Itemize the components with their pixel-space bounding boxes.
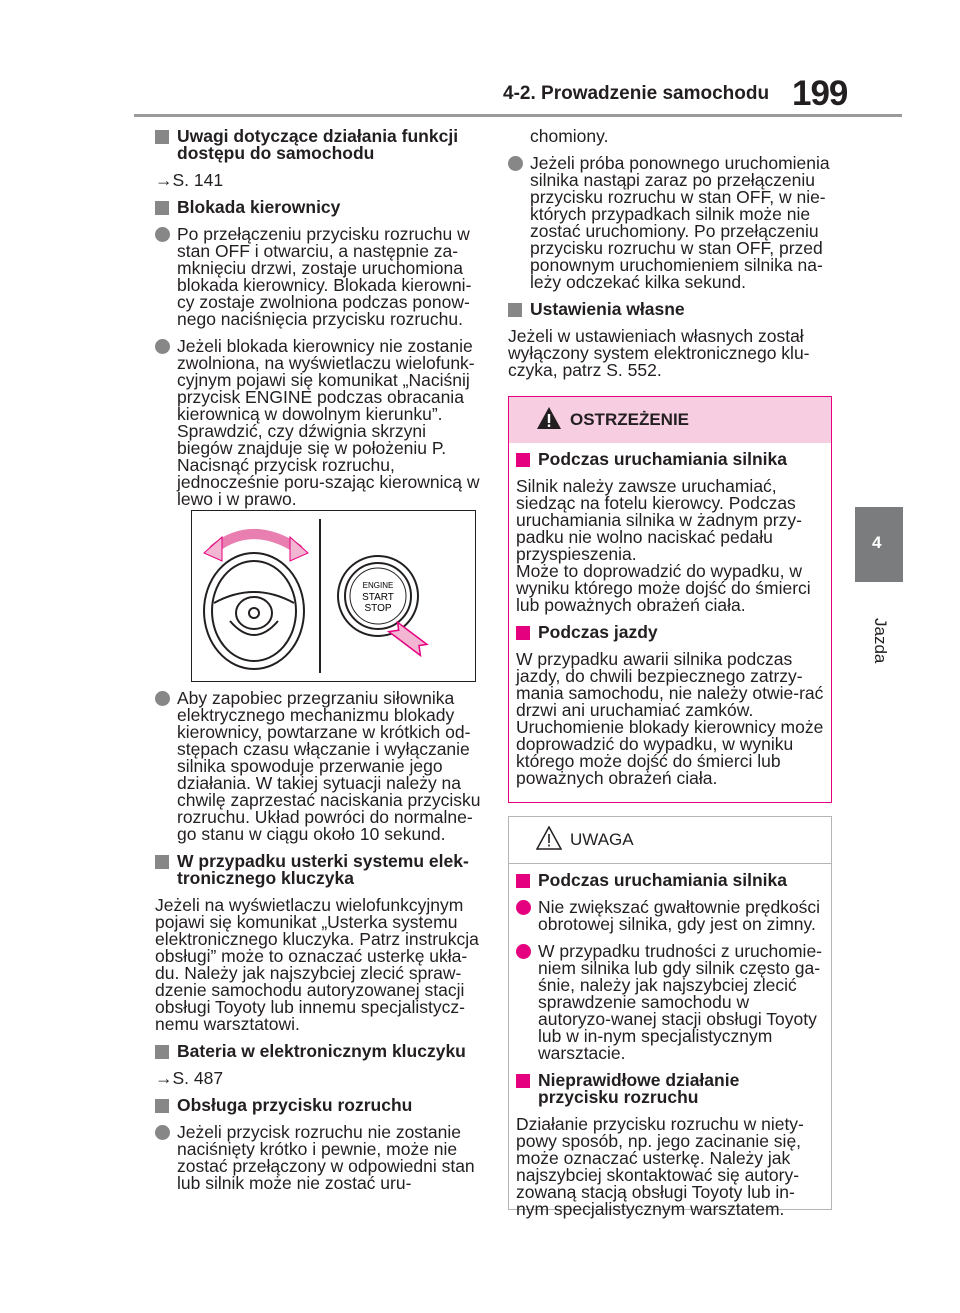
notice-header [509,817,831,864]
notice-paragraph: Działanie przycisku rozruchu w niety-powy sposób, np. jego zacinanie się, może oznaczać usterkę. Należy jak najszybciej skontaktować się autory-zowaną stacją obsługi Toyoty lub in-nym specjalistycznym warsztatem. [516,1114,804,1219]
heading-key-battery: Bateria w elektronicznym kluczyku [155,1043,485,1060]
bullet-item: Jeżeli próba ponownego uruchomienia silnika nastąpi zaraz po przełączeniu przycisku rozruchu w stan OFF, w nie-których przypadkach silnik może nie zostać uruchomiony. Po przełączeniu przycisku rozruchu w stan OFF, przed ponownym uruchomieniem silnika na-leży odczekać kilka sekund. [508,155,830,291]
notice-heading: Podczas uruchamiania silnika [516,872,824,889]
notice-bullet: Nie zwiększać gwałtownie prędkości obrotowej silnika, gdy jest on zimny. [516,899,824,933]
paragraph: Jeżeli w ustawieniach własnych został wyłączony system elektronicznego klu-czyka, patrz S. 552. [508,326,810,380]
round-bullet-icon [155,339,170,354]
rotate-arrow-icon [214,534,298,549]
notice-box [508,816,832,1219]
page-number: 199 [792,74,848,113]
round-bullet-icon [516,900,531,915]
header-rule [134,114,902,117]
notice-title: UWAGA [570,830,634,849]
chapter-name-vertical [868,618,908,678]
button-text-engine: ENGINE [362,581,394,590]
steering-lock-illustration [191,510,476,682]
continued-text: chomiony. [530,126,609,146]
round-bullet-icon [155,227,170,242]
button-text-start: START [362,592,394,603]
square-bullet-icon [516,1074,530,1088]
round-bullet-icon [155,691,170,706]
warning-paragraph: Silnik należy zawsze uruchamiać, siedząc na fotelu kierowcy. Podczas uruchamiania silnika w żadnym przy-padku nie wolno naciskać pedału przyspieszenia. [516,476,802,564]
notice-heading: Nieprawidłowe działanie przycisku rozruchu [516,1072,824,1106]
notice-bullet: W przypadku trudności z uruchomie-niem silnika lub gdy silnik często ga-śnie, należy jak najszybciej zlecić sprawdzenie samochodu w autoryzo-wanej stacji obsługi Toyoty lub w in-nym specjalistycznym warsztacie. [516,943,824,1062]
warning-title: OSTRZEŻENIE [570,410,690,429]
warning-box [508,396,832,803]
warning-header [509,397,831,443]
warning-heading: Podczas uruchamiania silnika [516,451,824,468]
caution-triangle-icon [536,826,562,850]
warning-paragraph: Może to doprowadzić do wypadku, w wyniku którego może dojść do śmierci lub poważnych obrażeń ciała. [516,561,811,615]
round-bullet-icon [155,1125,170,1140]
square-bullet-icon [516,874,530,888]
square-bullet-icon [155,130,169,144]
button-text-stop: STOP [364,603,392,614]
bullet-item: Jeżeli blokada kierownicy nie zostanie zwolniona, na wyświetlaczu wielofunk-cyjnym pojawi się komunikat „Naciśnij przycisk ENGINE podczas obracania kierownicą w dowolnym kierunku”. Sprawdzić, czy dźwignia skrzyni biegów znajduje się w położeniu P. Nacisnąć przycisk rozruchu, jednocześnie poru-szając kierownicą w lewo i w prawo. [155,338,485,508]
square-bullet-icon [516,626,530,640]
heading-access-function: Uwagi dotyczące działania funkcji dostępu do samochodu [155,128,485,162]
square-bullet-icon [155,201,169,215]
bullet-item: Jeżeli przycisk rozruchu nie zostanie naciśnięty krótko i pewnie, może nie zostać przełączony w odpowiedni stan lub silnik może nie zostać uru- [155,1124,485,1192]
engine-start-button-icon [338,556,418,636]
chapter-number: 4 [872,533,882,552]
left-column-top [155,128,485,518]
steering-wheel-icon [204,553,304,669]
square-bullet-icon [155,1045,169,1059]
square-bullet-icon [516,453,530,467]
right-column-top [508,128,830,389]
bullet-item: Aby zapobiec przegrzaniu siłownika elektrycznego mechanizmu blokady kierownicy, powtarzane w krótkich od-stępach czasu włączanie i wyłączanie silnika spowoduje przerwanie jego działania. W takiej sytuacji należy na chwilę zaprzestać naciskania przycisku rozruchu. Układ powróci do normalne-go stanu w ciągu około 10 sekund. [155,690,485,843]
chapter-name: Jazda [871,618,890,664]
bullet-item: Po przełączeniu przycisku rozruchu w stan OFF i otwarciu, a następnie za-mknięciu drzwi, zostaje uruchomiona blokada kierownicy. Blokada kierowni-cy zostaje zwolniona podczas ponow-nego naciśnięcia przycisku rozruchu. [155,226,485,328]
heading-steering-lock: Blokada kierownicy [155,199,485,216]
paragraph: Jeżeli na wyświetlaczu wielofunkcyjnym pojawi się komunikat „Usterka systemu elektronicznego kluczyka. Patrz instrukcja obsługi” może to oznaczać usterkę ukła-du. Należy jak najszybciej zlecić spraw-dzenie samochodu autoryzowanej stacji obsługi Toyoty lub innemu specjalistycz-nemu warsztatowi. [155,895,479,1034]
page-reference: →S. 141 [155,170,224,190]
warning-paragraph: W przypadku awarii silnika podczas jazdy, do chwili bezpiecznego zatrzy-mania samochodu, nie należy otwie-rać drzwi ani uruchamiać zamków. Uruchomienie blokady kierownicy może doprowadzić do wypadku, w wyniku którego może dojść do śmierci lub poważnych obrażeń ciała. [516,649,824,788]
square-bullet-icon [155,855,169,869]
section-title: 4-2. Prowadzenie samochodu [503,83,770,104]
square-bullet-icon [508,303,522,317]
heading-custom-settings: Ustawienia własne [508,301,830,318]
heading-key-malfunction: W przypadku usterki systemu elek-tronicznego kluczyka [155,853,485,887]
warning-triangle-icon [536,406,562,430]
left-column-bottom [155,690,485,1202]
page-reference: →S. 487 [155,1068,224,1088]
round-bullet-icon [508,156,523,171]
heading-start-button: Obsługa przycisku rozruchu [155,1097,485,1114]
warning-heading: Podczas jazdy [516,624,824,641]
square-bullet-icon [155,1099,169,1113]
round-bullet-icon [516,944,531,959]
